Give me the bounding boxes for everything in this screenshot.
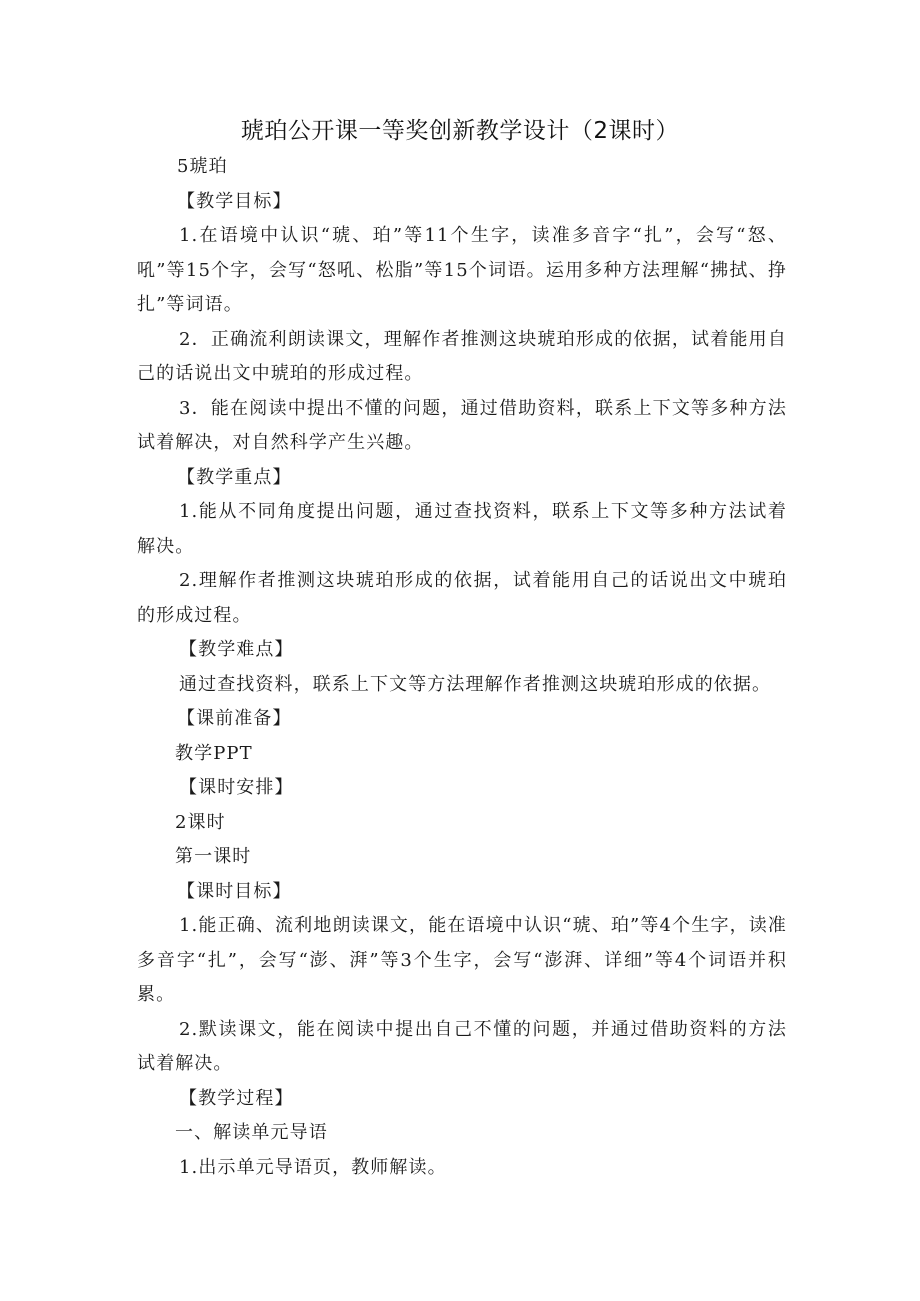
section-heading-key-points: 【教学重点】 bbox=[177, 466, 292, 488]
paragraph: 教学PPT bbox=[175, 742, 253, 764]
paragraph: 3．能在阅读中提出不懂的问题，通过借助资料，联系上下文等多种方法试着解决，对自然科学产生兴趣。 bbox=[137, 397, 787, 453]
section-heading-teaching-goals: 【教学目标】 bbox=[177, 190, 292, 212]
section-heading-preparation: 【课前准备】 bbox=[177, 708, 292, 729]
document-title: 琥珀公开课一等奖创新教学设计（2课时） bbox=[240, 118, 680, 144]
section-heading-lesson-goals: 【课时目标】 bbox=[177, 880, 292, 902]
paragraph: 一、解读单元导语 bbox=[175, 1122, 328, 1143]
paragraph: 2.理解作者推测这块琥珀形成的依据，试着能用自己的话说出文中琥珀的形成过程。 bbox=[137, 570, 787, 626]
subheading-first-lesson: 第一课时 bbox=[175, 846, 252, 867]
lesson-heading: 5琥珀 bbox=[177, 156, 228, 177]
paragraph: 2．正确流利朗读课文，理解作者推测这块琥珀形成的依据，试着能用自己的话说出文中琥珀的形成过程。 bbox=[137, 328, 787, 384]
document-body bbox=[137, 150, 787, 1185]
paragraph: 1.能正确、流利地朗读课文，能在语境中认识“琥、珀”等4个生字，读准多音字“扎”，会写“澎、湃”等3个生字，会写“澎湃、详细”等4个词语并积累。 bbox=[137, 915, 787, 1005]
paragraph: 2课时 bbox=[175, 811, 226, 833]
section-heading-schedule: 【课时安排】 bbox=[179, 777, 294, 798]
paragraph: 2.默读课文，能在阅读中提出自己不懂的问题，并通过借助资料的方法试着解决。 bbox=[137, 1018, 787, 1074]
paragraph: 通过查找资料，联系上下文等方法理解作者推测这块琥珀形成的依据。 bbox=[179, 673, 772, 695]
paragraph: 1.能从不同角度提出问题，通过查找资料，联系上下文等多种方法试着解决。 bbox=[137, 501, 787, 557]
paragraph: 1.出示单元导语页，教师解读。 bbox=[179, 1156, 447, 1178]
paragraph: 1.在语境中认识“琥、珀”等11个生字，读准多音字“扎”，会写“怒、吼”等15个字，会写“怒吼、松脂”等15个词语。运用多种方法理解“拂拭、挣扎”等词语。 bbox=[137, 225, 787, 315]
section-heading-difficulties: 【教学难点】 bbox=[179, 639, 294, 660]
section-heading-process: 【教学过程】 bbox=[179, 1087, 294, 1109]
